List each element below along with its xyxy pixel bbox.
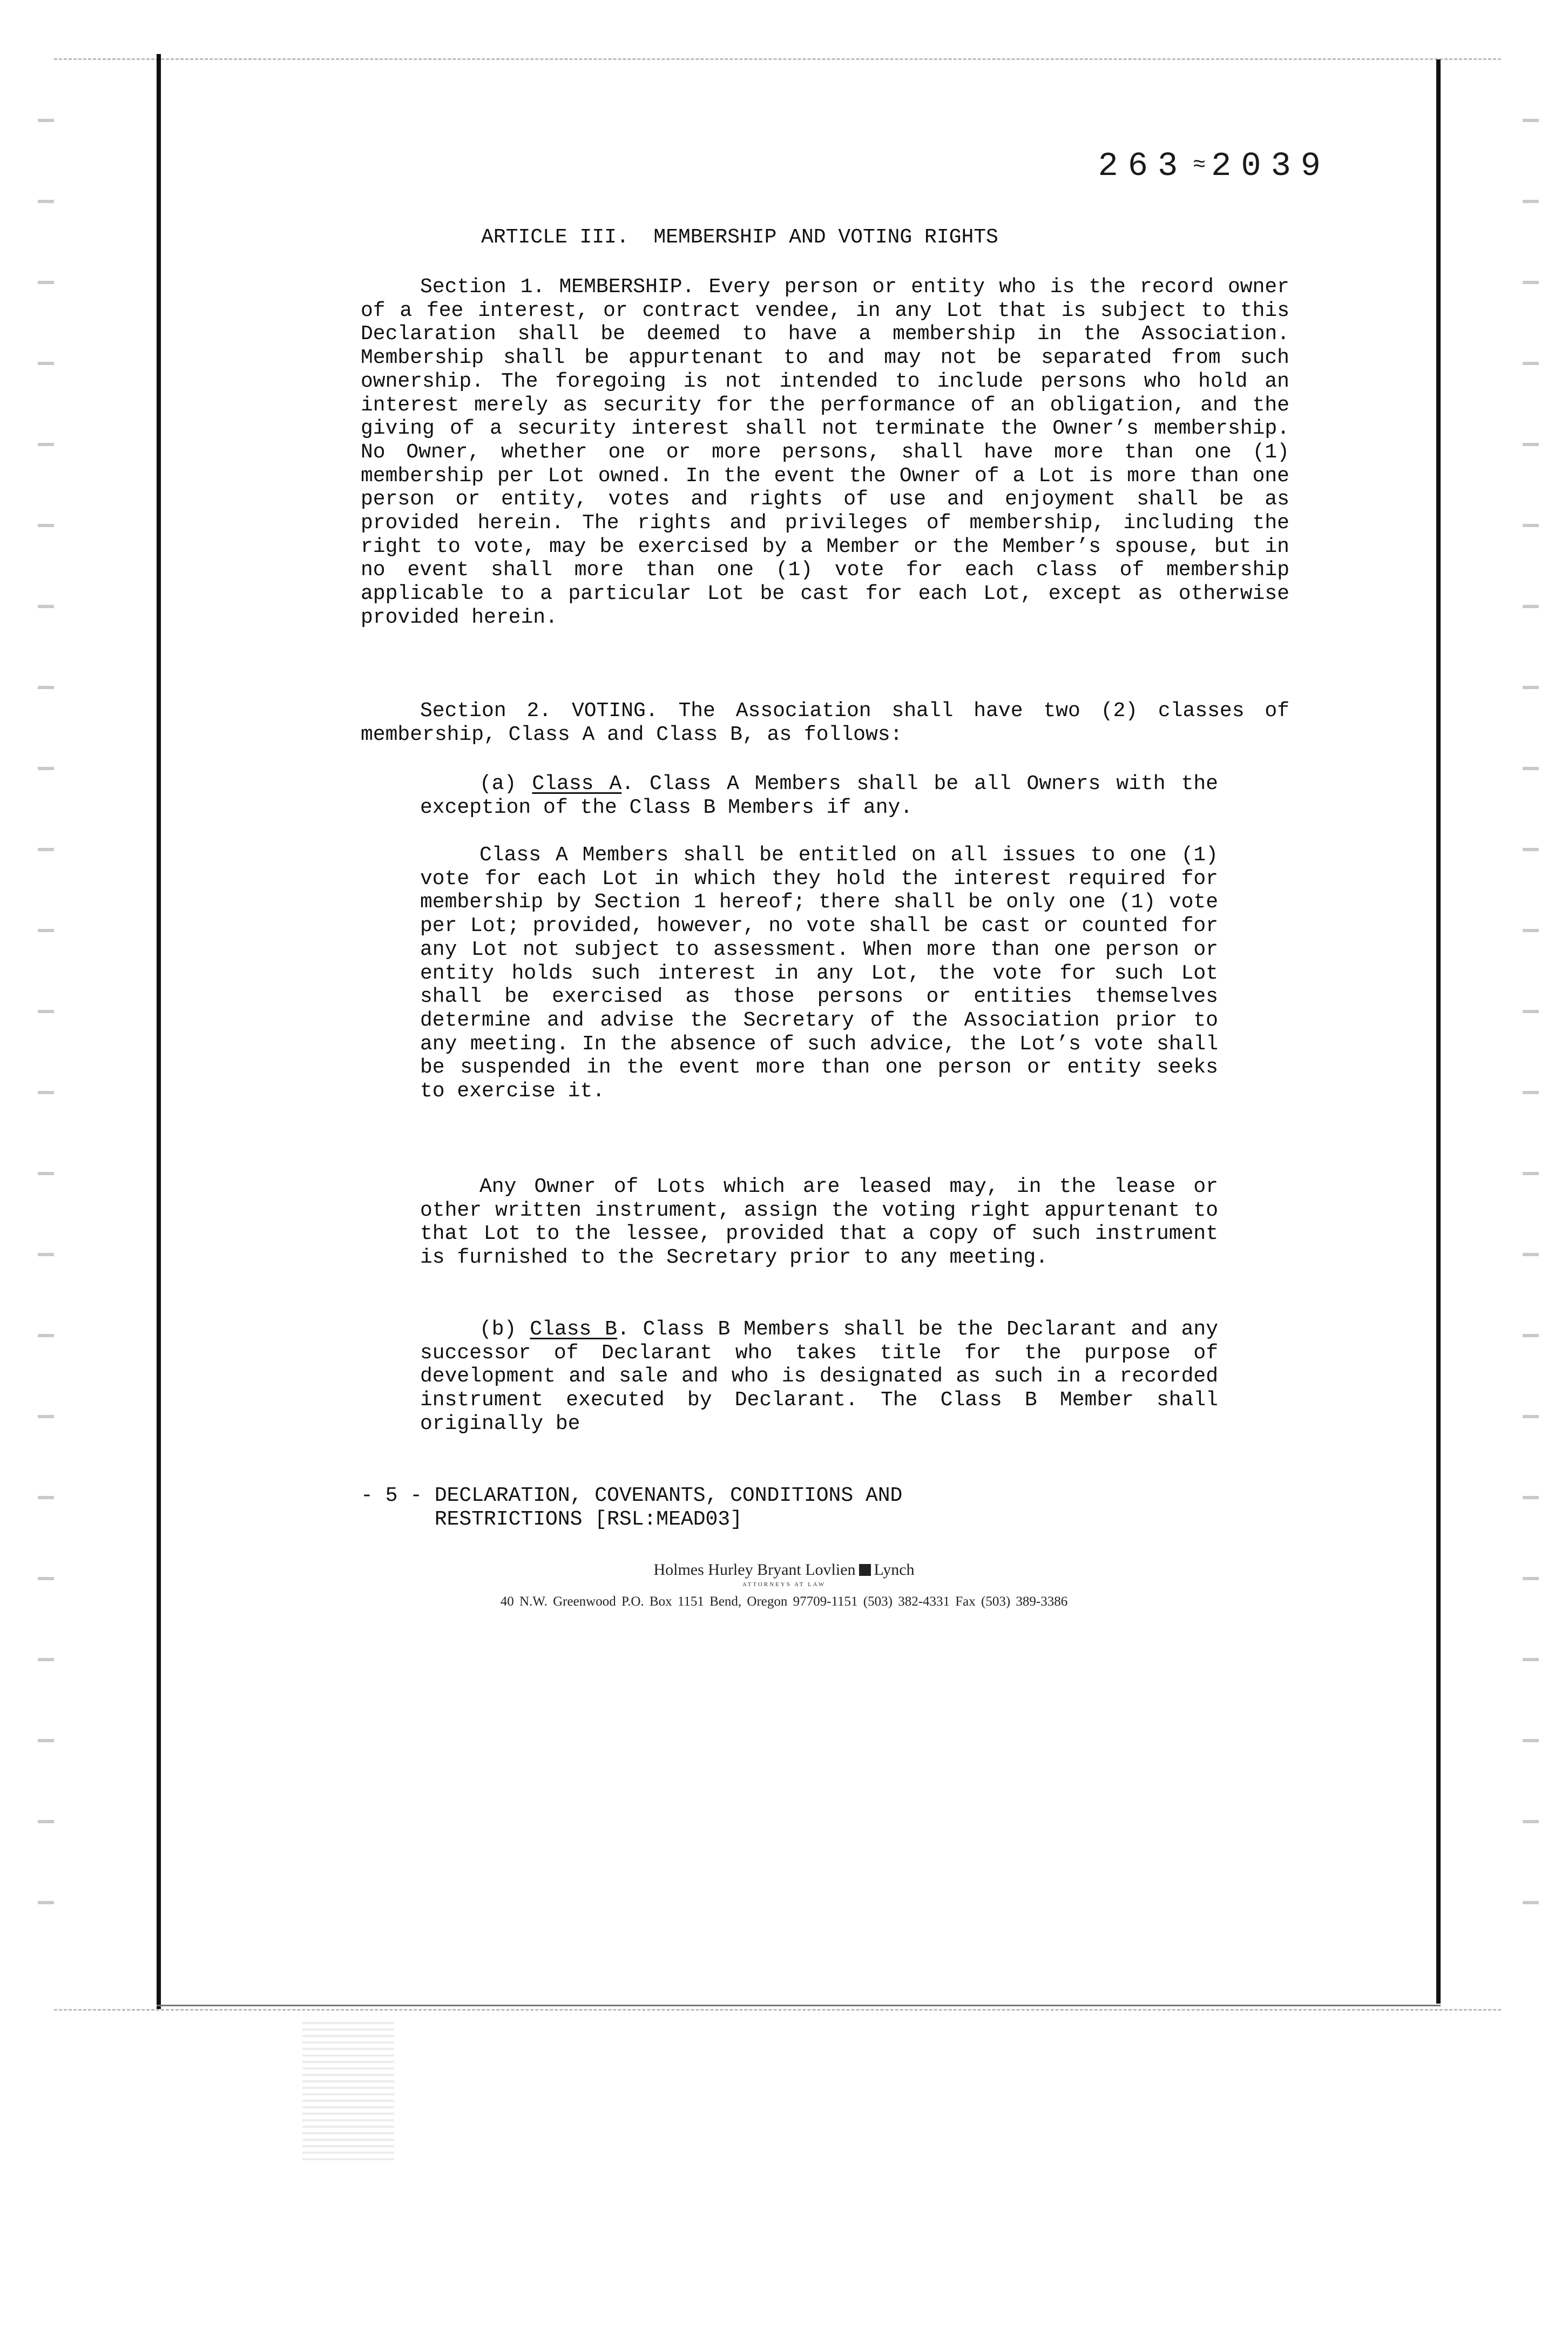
article-title: ARTICLE III. MEMBERSHIP AND VOTING RIGHTS bbox=[481, 226, 998, 249]
recording-page: 2039 bbox=[1211, 147, 1330, 185]
section-1-membership bbox=[361, 275, 1289, 630]
scan-blotch bbox=[302, 2020, 394, 2160]
recording-separator: ≈ bbox=[1193, 153, 1206, 178]
class-b-paragraph bbox=[420, 1318, 1218, 1436]
class-a-text: . Class A Members shall be all Owners with the exception of the Class B Members if any. bbox=[420, 772, 1218, 819]
recording-book: 263 bbox=[1098, 147, 1188, 185]
firm-logo-mark bbox=[859, 1564, 871, 1576]
page-footer bbox=[361, 1484, 902, 1532]
section-1-text: Section 1. MEMBERSHIP. Every person or entity who is the record owner of a fee interest, or contract vendee, in any Lot that is subject to this Declaration shall be deemed to have a membership in the Association. Membership shall be appurtenant to and may not be separated from such ownership. The foregoing is not intended to include persons who hold an interest merely as security for the performance of an obligation, and the giving of a security interest shall not terminate the Owner’s membership. No Owner, whether one or more persons, shall have more than one (1) membership per Lot owned. In the event the Owner of a Lot is more than one person or entity, votes and rights of use and enjoyment shall be as provided herein. The rights and privileges of membership, including the right to vote, may be exercised by a Member or the Member’s spouse, but in no event shall more than one (1) vote for each class of membership applicable to a particular Lot be cast for each Lot, except as otherwise provided herein. bbox=[361, 275, 1289, 629]
class-a-voting-text: Class A Members shall be entitled on all issues to one (1) vote for each Lot in which they hold the interest required for membership by Section 1 hereof; there shall be only one (1) vote per Lot; provided, however, no vote shall be cast or counted for any Lot not subject to assessment. When more than one person or entity holds such interest in any Lot, the vote for such Lot shall be exercised as those persons or entities themselves determine and advise the Secretary of the Association prior to any meeting. In the absence of such advice, the Lot’s vote shall be suspended in the event more than one person or entity seeks to exercise it. bbox=[420, 844, 1218, 1103]
class-a-definition bbox=[420, 772, 1218, 819]
class-b-heading: Class B bbox=[530, 1318, 617, 1341]
firm-subtitle: ATTORNEYS AT LAW bbox=[742, 1581, 826, 1588]
scan-noise-left bbox=[38, 81, 54, 1971]
law-firm-name bbox=[0, 1561, 1568, 1579]
section-2-voting bbox=[361, 699, 1289, 746]
firm-name-part-1: Holmes Hurley Bryant Lovlien bbox=[653, 1561, 856, 1579]
right-margin-rule bbox=[1436, 59, 1441, 2004]
leased-lots-paragraph bbox=[420, 1175, 1218, 1270]
left-margin-rule bbox=[157, 54, 161, 2009]
section-2-text: Section 2. VOTING. The Association shall have two (2) classes of membership, Class A and Class B, as follows: bbox=[361, 699, 1289, 746]
class-b-text: . Class B Members shall be the Declarant and any successor of Declarant who takes title for the purpose of development and sale and who is designated as such in a recorded instrument executed by Declarant. The Class B Member shall originally be bbox=[420, 1318, 1219, 1435]
scan-edge-top bbox=[54, 58, 1501, 60]
firm-address: 40 N.W. Greenwood P.O. Box 1151 Bend, Oregon 97709-1151 (503) 382-4331 Fax (503) 389-3386 bbox=[500, 1594, 1068, 1609]
class-a-heading: Class A bbox=[532, 772, 622, 796]
scan-edge-bottom bbox=[54, 2009, 1501, 2011]
leased-lots-text: Any Owner of Lots which are leased may, in the lease or other written instrument, assign the voting right appurtenant to that Lot to the lessee, provided that a copy of such instrument is furnished to the Secretary prior to any meeting. bbox=[420, 1175, 1218, 1270]
class-b-definition bbox=[420, 1318, 1218, 1436]
class-b-prefix: (b) bbox=[479, 1318, 530, 1341]
bottom-margin-rule bbox=[157, 2005, 1441, 2006]
recording-number bbox=[1098, 147, 1330, 185]
class-a-paragraph bbox=[420, 772, 1218, 819]
class-a-voting-rights bbox=[420, 844, 1218, 1103]
firm-name-part-2: Lynch bbox=[874, 1561, 915, 1579]
class-a-prefix: (a) bbox=[479, 772, 532, 796]
footer-line-1: - 5 - DECLARATION, COVENANTS, CONDITIONS AND bbox=[361, 1484, 903, 1507]
scan-noise-right bbox=[1523, 81, 1539, 1971]
footer-line-2: RESTRICTIONS [RSL:MEAD03] bbox=[361, 1508, 742, 1531]
